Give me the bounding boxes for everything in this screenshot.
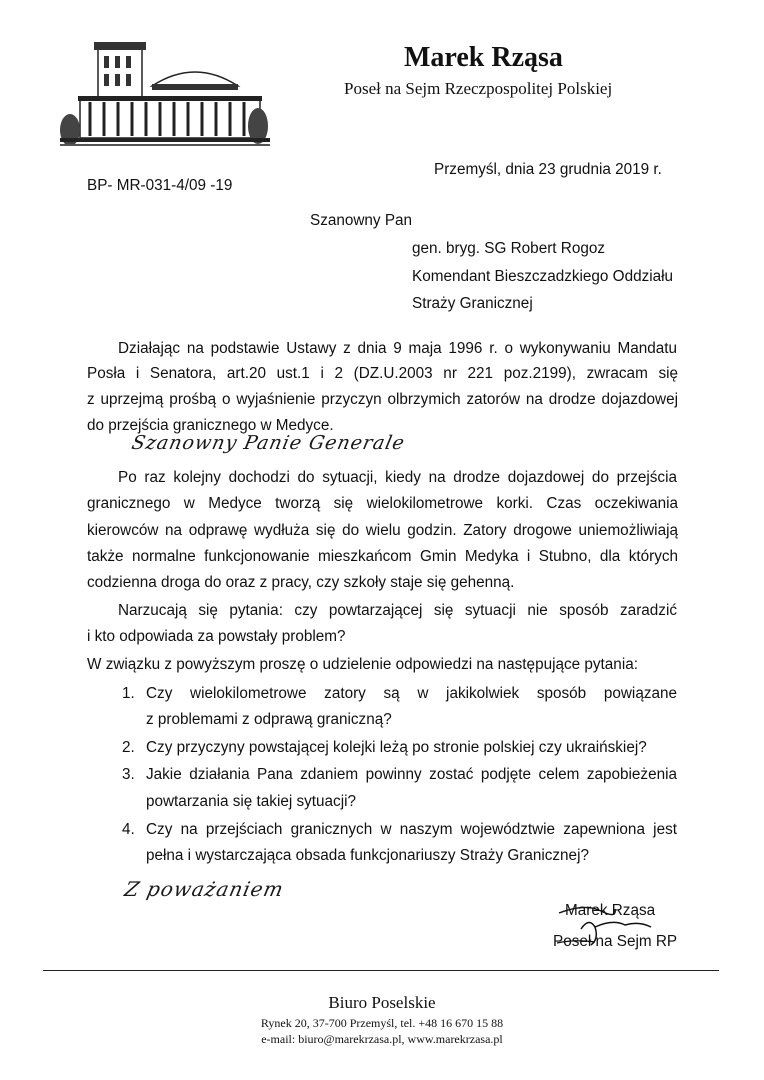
footer-divider [43,970,719,971]
body-line: do przejścia granicznego w Medyce. [87,417,334,434]
signature-name: Marek Rząsa [565,902,656,919]
body-line: kierowców na odprawę wydłuża się do wielu godzin. Zatory drogowe uniemożliwiają [87,523,678,539]
body-line: codzienna droga do oraz z pracy, czy szkoły staje się gehenną. [87,574,515,591]
handwritten-closing: Z poważaniem [122,877,287,901]
body-line: z uprzejmą prośbą o wyjaśnienie przyczyn olbrzymich zatorów na drodze dojazdowej [87,392,678,408]
handwritten-greeting: Szanowny Panie Generale [129,432,408,454]
question-number: 1. [122,685,135,702]
body-line: Działając na podstawie Ustawy z dnia 9 maja 1996 r. o wykonywaniu Mandatu [118,341,677,357]
recipient-line: Straży Granicznej [412,295,533,312]
body-line: Posła i Senatora, art.20 ust.1 i 2 (DZ.U.2003 nr 221 poz.2199), zwracam się [87,366,678,382]
sender-title: Poseł na Sejm Rzeczpospolitej Polskiej [344,79,613,98]
date-line: Przemyśl, dnia 23 grudnia 2019 r. [434,161,662,178]
signature-scribble-icon [555,895,665,955]
body-line: Po raz kolejny dochodzi do sytuacji, kiedy na drodze dojazdowej do przejścia [118,470,677,486]
signature-title: Poseł na Sejm RP [553,933,678,950]
question-number: 4. [122,821,135,838]
body-line: także normalne funkcjonowanie mieszkańcom Gmin Medyka i Stubno, dla których [87,549,678,565]
question-number: 2. [122,739,135,756]
questions-intro: W związku z powyższym proszę o udzielenie odpowiedzi na następujące pytania: [87,656,638,673]
question-line: Czy przyczyny powstającej kolejki leżą po stronie polskiej czy ukraińskiej? [146,739,647,756]
sender-name: Marek Rząsa [404,42,563,73]
question-line: Jakie działania Pana zdaniem powinny zostać podjęte celem zapobieżenia [146,767,677,783]
question-line: z problemami z odprawą graniczną? [146,711,392,728]
footer-address: Rynek 20, 37-700 Przemyśl, tel. +48 16 670 15 88 [260,1016,504,1030]
question-line: pełna i wystarczająca obsada funkcjonariuszy Straży Granicznej? [146,847,589,864]
body-line: i kto odpowiada za powstały problem? [87,628,346,645]
reference-number: BP- MR-031-4/09 -19 [87,177,233,194]
question-line: Czy wielokilometrowe zatory są w jakikolwiek sposób powiązane [146,686,677,702]
recipient-line: gen. bryg. SG Robert Rogoz [412,240,606,257]
question-number: 3. [122,766,135,783]
salutation: Szanowny Pan [310,212,413,229]
sejm-building-icon [60,38,270,156]
question-line: powtarzania się takiej sytuacji? [146,793,357,810]
question-line: Czy na przejściach granicznych w naszym województwie zapewniona jest [146,822,677,838]
footer-office-name: Biuro Poselskie [328,993,436,1012]
footer-contact: e-mail: biuro@marekrzasa.pl, www.marekrzasa.pl [261,1032,503,1046]
body-line: granicznego w Medyce tworzą się wielokilometrowe korki. Czas oczekiwania [87,496,678,512]
body-line: Narzucają się pytania: czy powtarzającej się sytuacji nie sposób zaradzić [118,603,677,619]
recipient-line: Komendant Bieszczadzkiego Oddziału [412,268,674,285]
